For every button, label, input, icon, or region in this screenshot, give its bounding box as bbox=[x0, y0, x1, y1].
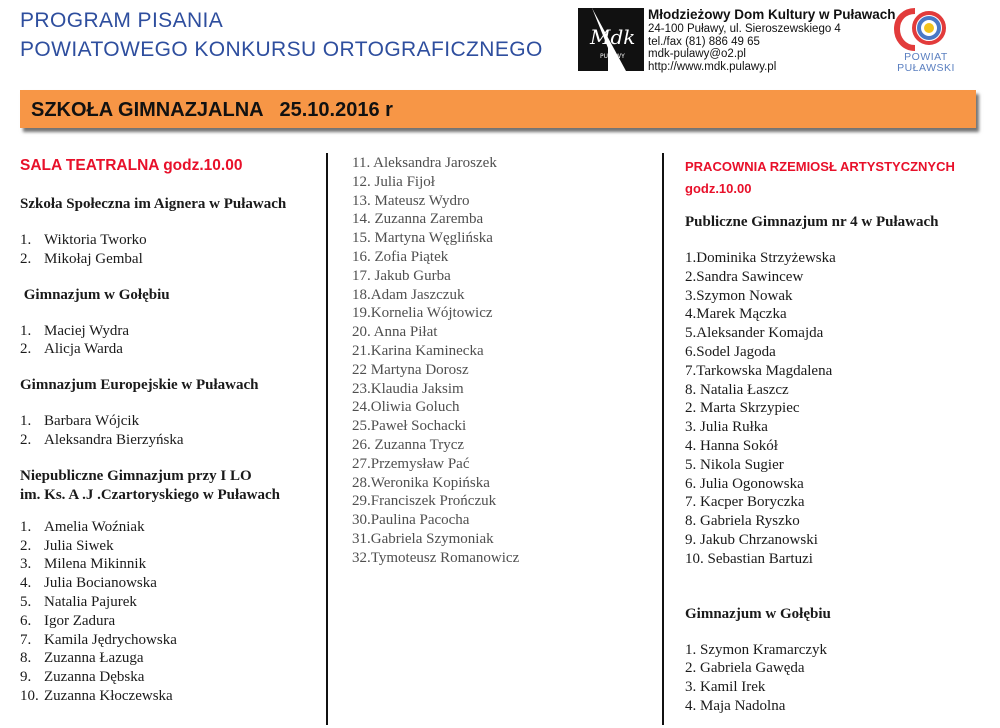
list-item: 19.Kornelia Wójtowicz bbox=[352, 305, 493, 322]
list-item: 30.Paulina Pacocha bbox=[352, 512, 470, 529]
list-item: 1. Maciej Wydra bbox=[20, 322, 130, 339]
list-item: 4. Hanna Sokół bbox=[685, 437, 778, 454]
title-line-1: PROGRAM PISANIA bbox=[20, 9, 224, 32]
powiat-emblem-icon bbox=[893, 8, 959, 52]
list-item: 7. Kacper Boryczka bbox=[685, 494, 805, 511]
list-item: 12. Julia Fijoł bbox=[352, 173, 435, 190]
list-item: 1. Barbara Wójcik bbox=[20, 413, 140, 430]
document-title bbox=[20, 6, 580, 64]
list-item: 25.Paweł Sochacki bbox=[352, 418, 467, 435]
list-item: 13. Mateusz Wydro bbox=[352, 192, 470, 209]
list-item: 17. Jakub Gurba bbox=[352, 267, 451, 284]
list-item: 15. Martyna Węglińska bbox=[352, 230, 493, 247]
list-item: 2. Mikołaj Gembal bbox=[20, 250, 143, 267]
list-item: 4. Julia Bocianowska bbox=[20, 575, 157, 592]
list-item: 32.Tymoteusz Romanowicz bbox=[352, 549, 520, 566]
date-banner bbox=[20, 90, 976, 128]
column-3 bbox=[685, 156, 985, 716]
list-item: 2. Gabriela Gawęda bbox=[685, 660, 805, 677]
list-item: 14. Zuzanna Zaremba bbox=[352, 211, 484, 228]
column-1 bbox=[20, 156, 320, 706]
list-item: 24.Oliwia Goluch bbox=[352, 399, 460, 416]
list-item: 4. Maja Nadolna bbox=[685, 697, 786, 714]
banner-title: SZKOŁA GIMNAZJALNA 25.10.2016 r bbox=[31, 99, 393, 121]
school-title: Gimnazjum w Gołębiu bbox=[20, 286, 170, 303]
powiat-line-1: POWIAT bbox=[904, 51, 948, 63]
list-item: 8. Natalia Łaszcz bbox=[685, 381, 789, 398]
list-item: 29.Franciszek Prończuk bbox=[352, 493, 497, 510]
list-item: 2. Aleksandra Bierzyńska bbox=[20, 431, 184, 448]
list-item: 20. Anna Piłat bbox=[352, 324, 438, 341]
mdk-logo-text: Mdk bbox=[590, 25, 636, 49]
room-title-teatralna: SALA TEATRALNA godz.10.00 bbox=[20, 157, 243, 174]
list-item: 18.Adam Jaszczuk bbox=[352, 286, 465, 303]
list-item: 21.Karina Kaminecka bbox=[352, 342, 484, 359]
mdk-address: 24-100 Puławy, ul. Sieroszewskiego 4 bbox=[648, 23, 841, 35]
room-time: godz.10.00 bbox=[685, 181, 752, 196]
list-item: 28.Weronika Kopińska bbox=[352, 474, 490, 491]
mdk-logo-subtext: PUŁAWY bbox=[600, 53, 625, 60]
powiat-line-2: PUŁAWSKI bbox=[897, 62, 955, 74]
list-item: 8. Zuzanna Łazuga bbox=[20, 650, 144, 667]
school-title: Publiczne Gimnazjum nr 4 w Puławach bbox=[685, 214, 939, 230]
list-item: 7.Tarkowska Magdalena bbox=[685, 362, 833, 379]
list-item: 3. Milena Mikinnik bbox=[20, 556, 147, 573]
room-title-pracownia: PRACOWNIA RZEMIOSŁ ARTYSTYCZNYCH bbox=[685, 159, 955, 174]
list-item: 23.Klaudia Jaksim bbox=[352, 380, 464, 397]
list-item: 2. Marta Skrzypiec bbox=[685, 400, 800, 417]
school-title: Gimnazjum Europejskie w Puławach bbox=[20, 377, 259, 394]
list-item: 5.Aleksander Komajda bbox=[685, 325, 824, 342]
list-item: 2.Sandra Sawincew bbox=[685, 268, 804, 285]
list-item: 1. Amelia Woźniak bbox=[20, 518, 145, 535]
mdk-phone: tel./fax (81) 886 49 65 bbox=[648, 35, 760, 48]
list-item: 22 Martyna Dorosz bbox=[352, 361, 469, 378]
powiat-text bbox=[893, 52, 959, 74]
mdk-contact bbox=[648, 6, 896, 73]
list-item: 9. Zuzanna Dębska bbox=[20, 669, 145, 686]
list-item: 7. Kamila Jędrychowska bbox=[20, 631, 177, 648]
list-item: 3.Szymon Nowak bbox=[685, 287, 793, 304]
powiat-logo bbox=[893, 8, 973, 76]
mdk-name: Młodzieżowy Dom Kultury w Puławach bbox=[648, 7, 896, 22]
mdk-email[interactable]: mdk-pulawy@o2.pl bbox=[648, 48, 746, 60]
mdk-logo bbox=[578, 8, 644, 71]
list-item: 5. Natalia Pajurek bbox=[20, 593, 137, 610]
list-item: 11. Aleksandra Jaroszek bbox=[352, 155, 497, 171]
list-item: 16. Zofia Piątek bbox=[352, 248, 449, 265]
list-item: 5. Nikola Sugier bbox=[685, 456, 784, 473]
mdk-website[interactable]: http://www.mdk.pulawy.pl bbox=[648, 60, 777, 73]
list-item: 9. Jakub Chrzanowski bbox=[685, 531, 818, 548]
list-item: 4.Marek Mączka bbox=[685, 306, 787, 323]
list-item: 3. Julia Rułka bbox=[685, 419, 768, 436]
list-item: 31.Gabriela Szymoniak bbox=[352, 530, 494, 547]
list-item: 2. Julia Siwek bbox=[20, 537, 114, 554]
title-line-2: POWIATOWEGO KONKURSU ORTOGRAFICZNEGO bbox=[20, 38, 543, 61]
list-item: 3. Kamil Irek bbox=[685, 679, 766, 696]
column-divider-left bbox=[326, 153, 328, 725]
list-item: 6.Sodel Jagoda bbox=[685, 343, 776, 360]
list-item: 6. Igor Zadura bbox=[20, 612, 116, 629]
list-item: 8. Gabriela Ryszko bbox=[685, 513, 800, 530]
list-item: 1. Szymon Kramarczyk bbox=[685, 641, 828, 658]
list-item: 10. Sebastian Bartuzi bbox=[685, 550, 813, 567]
list-item: 10. Zuzanna Kłoczewska bbox=[20, 687, 173, 704]
column-divider-right bbox=[662, 153, 664, 725]
list-item: 2. Alicja Warda bbox=[20, 341, 123, 358]
list-item: 1.Dominika Strzyżewska bbox=[685, 250, 836, 266]
school-title-line-1: Niepubliczne Gimnazjum przy I LO bbox=[20, 467, 252, 484]
list-item: 26. Zuzanna Trycz bbox=[352, 436, 465, 453]
list-item: 27.Przemysław Pać bbox=[352, 455, 470, 472]
list-item: 1. Wiktoria Tworko bbox=[20, 232, 147, 248]
column-2 bbox=[352, 154, 652, 568]
list-item: 6. Julia Ogonowska bbox=[685, 475, 804, 492]
school-title: Gimnazjum w Gołębiu bbox=[685, 605, 831, 622]
school-title: Szkoła Społeczna im Aignera w Puławach bbox=[20, 196, 287, 212]
school-title-line-2: im. Ks. A .J .Czartoryskiego w Puławach bbox=[20, 486, 280, 503]
